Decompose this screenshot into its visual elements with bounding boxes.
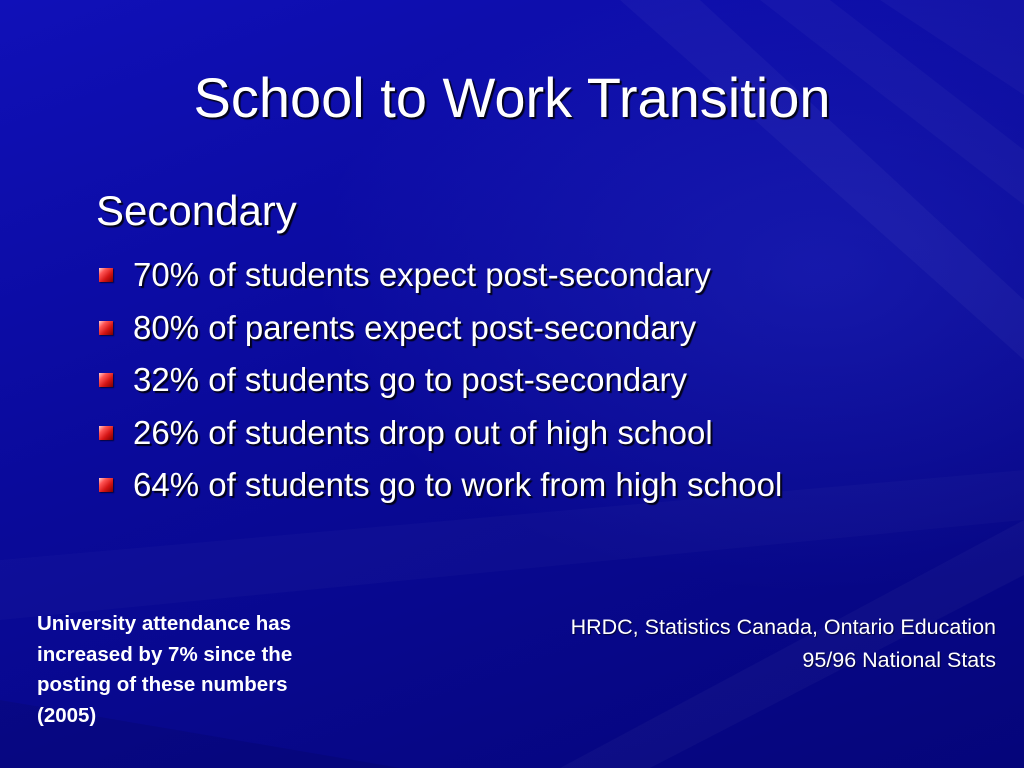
section-heading: Secondary [96,187,297,234]
source-line: HRDC, Statistics Canada, Ontario Education [570,615,996,639]
bullet-item [96,249,782,302]
bullet-list [96,249,782,512]
source-line: 95/96 National Stats [802,648,996,672]
bullet-text: 32% of students go to post-secondary [133,361,688,399]
bullet-text: 26% of students drop out of high school [133,413,713,451]
footnote: University attendance has increased by 7% since the posting of these numbers (2005) [37,612,293,727]
red-square-bullet-icon [99,373,113,387]
red-square-bullet-icon [99,478,113,492]
red-square-bullet-icon [99,321,113,335]
bullet-item [96,459,782,512]
bullet-item [96,354,782,407]
source-citation [571,611,996,677]
red-square-bullet-icon [99,268,113,282]
slide-title: School to Work Transition [193,66,831,129]
bullet-text: 70% of students expect post-secondary [133,256,711,294]
bullet-item [96,302,782,355]
red-square-bullet-icon [99,426,113,440]
bullet-text: 64% of students go to work from high school [133,466,783,504]
bullet-item [96,407,782,460]
bullet-text: 80% of parents expect post-secondary [133,308,697,346]
